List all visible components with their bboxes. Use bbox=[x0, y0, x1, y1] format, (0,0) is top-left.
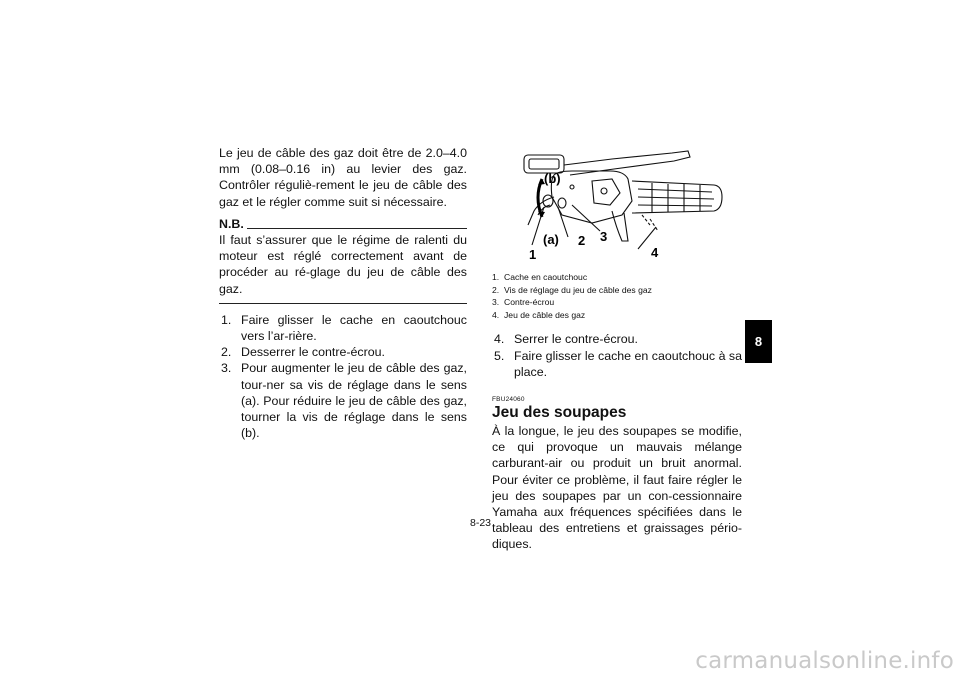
step-number: 1. bbox=[221, 312, 232, 327]
final-steps-list bbox=[492, 331, 742, 380]
caption-text: Contre-écrou bbox=[504, 297, 555, 308]
right-column bbox=[492, 145, 742, 553]
intro-paragraph: Le jeu de câble des gaz doit être de 2.0–4.0 mm (0.08–0.16 in) au levier des gaz. Contrôler réguliè-rement le jeu de câble des gaz et le régler comme suit si nécessaire. bbox=[219, 146, 467, 209]
section-title: Jeu des soupapes bbox=[492, 403, 627, 421]
callout-4: 4 bbox=[651, 245, 659, 260]
step-number: 4. bbox=[494, 332, 505, 347]
step-item bbox=[492, 348, 742, 380]
page-number: 8-23 bbox=[470, 517, 492, 529]
left-column bbox=[219, 145, 467, 441]
step-number: 5. bbox=[494, 348, 505, 363]
note-rule bbox=[247, 228, 467, 229]
handlebar-illustration bbox=[492, 145, 742, 265]
callout-b: (b) bbox=[544, 171, 561, 186]
note-header bbox=[219, 216, 467, 232]
step-text: Desserrer le contre-écrou. bbox=[241, 345, 385, 360]
step-text: Pour augmenter le jeu de câble des gaz, tour-ner sa vis de réglage dans le sens (a). Pour réduire le jeu de câble des gaz, tourner la vis de réglage dans le sens (b). bbox=[241, 361, 467, 441]
callout-3: 3 bbox=[600, 229, 608, 244]
caption-item bbox=[492, 271, 742, 284]
step-item bbox=[219, 312, 467, 344]
throttle-cable-figure bbox=[492, 145, 742, 265]
caption-item bbox=[492, 296, 742, 309]
callout-a: (a) bbox=[543, 232, 559, 247]
step-text: Faire glisser le cache en caoutchouc à sa place. bbox=[514, 348, 742, 379]
step-number: 3. bbox=[221, 361, 232, 376]
section-body: À la longue, le jeu des soupapes se modifie, ce qui provoque un mauvais mélange carburant-air ou produit un bruit anormal. Pour éviter ce problème, il faut faire régler le jeu des soupapes par un con-cessionnaire Yamaha aux fréquences spécifiées dans le tableau des entretiens et graissages pério-diques. bbox=[492, 423, 742, 552]
figure-captions bbox=[492, 271, 742, 321]
caption-number: 3. bbox=[492, 297, 500, 308]
caption-text: Cache en caoutchouc bbox=[504, 272, 588, 282]
callout-1: 1 bbox=[529, 247, 537, 262]
step-text: Faire glisser le cache en caoutchouc vers l’ar-rière. bbox=[241, 312, 467, 344]
note-end-rule bbox=[219, 303, 467, 304]
step-text: Serrer le contre-écrou. bbox=[514, 332, 638, 347]
caption-item bbox=[492, 284, 742, 297]
caption-text: Vis de réglage du jeu de câble des gaz bbox=[504, 284, 652, 295]
watermark: carmanualsonline.info bbox=[695, 648, 954, 674]
note-label: N.B. bbox=[219, 216, 244, 231]
section-code: FBU24060 bbox=[492, 395, 525, 403]
chapter-tab: 8 bbox=[745, 320, 772, 363]
adjust-steps-list bbox=[219, 312, 467, 442]
step-item bbox=[492, 331, 742, 347]
caption-item bbox=[492, 309, 742, 322]
caption-number: 1. bbox=[492, 272, 500, 282]
caption-text: Jeu de câble des gaz bbox=[504, 309, 586, 320]
step-item bbox=[219, 360, 467, 441]
step-number: 2. bbox=[221, 345, 232, 360]
step-item bbox=[219, 344, 467, 360]
callout-2: 2 bbox=[578, 233, 586, 248]
note-text: Il faut s’assurer que le régime de ralenti du moteur est réglé correctement avant de procéder au ré-glage du jeu de câble des gaz. bbox=[219, 233, 467, 296]
caption-number: 4. bbox=[492, 309, 500, 320]
caption-number: 2. bbox=[492, 284, 500, 295]
